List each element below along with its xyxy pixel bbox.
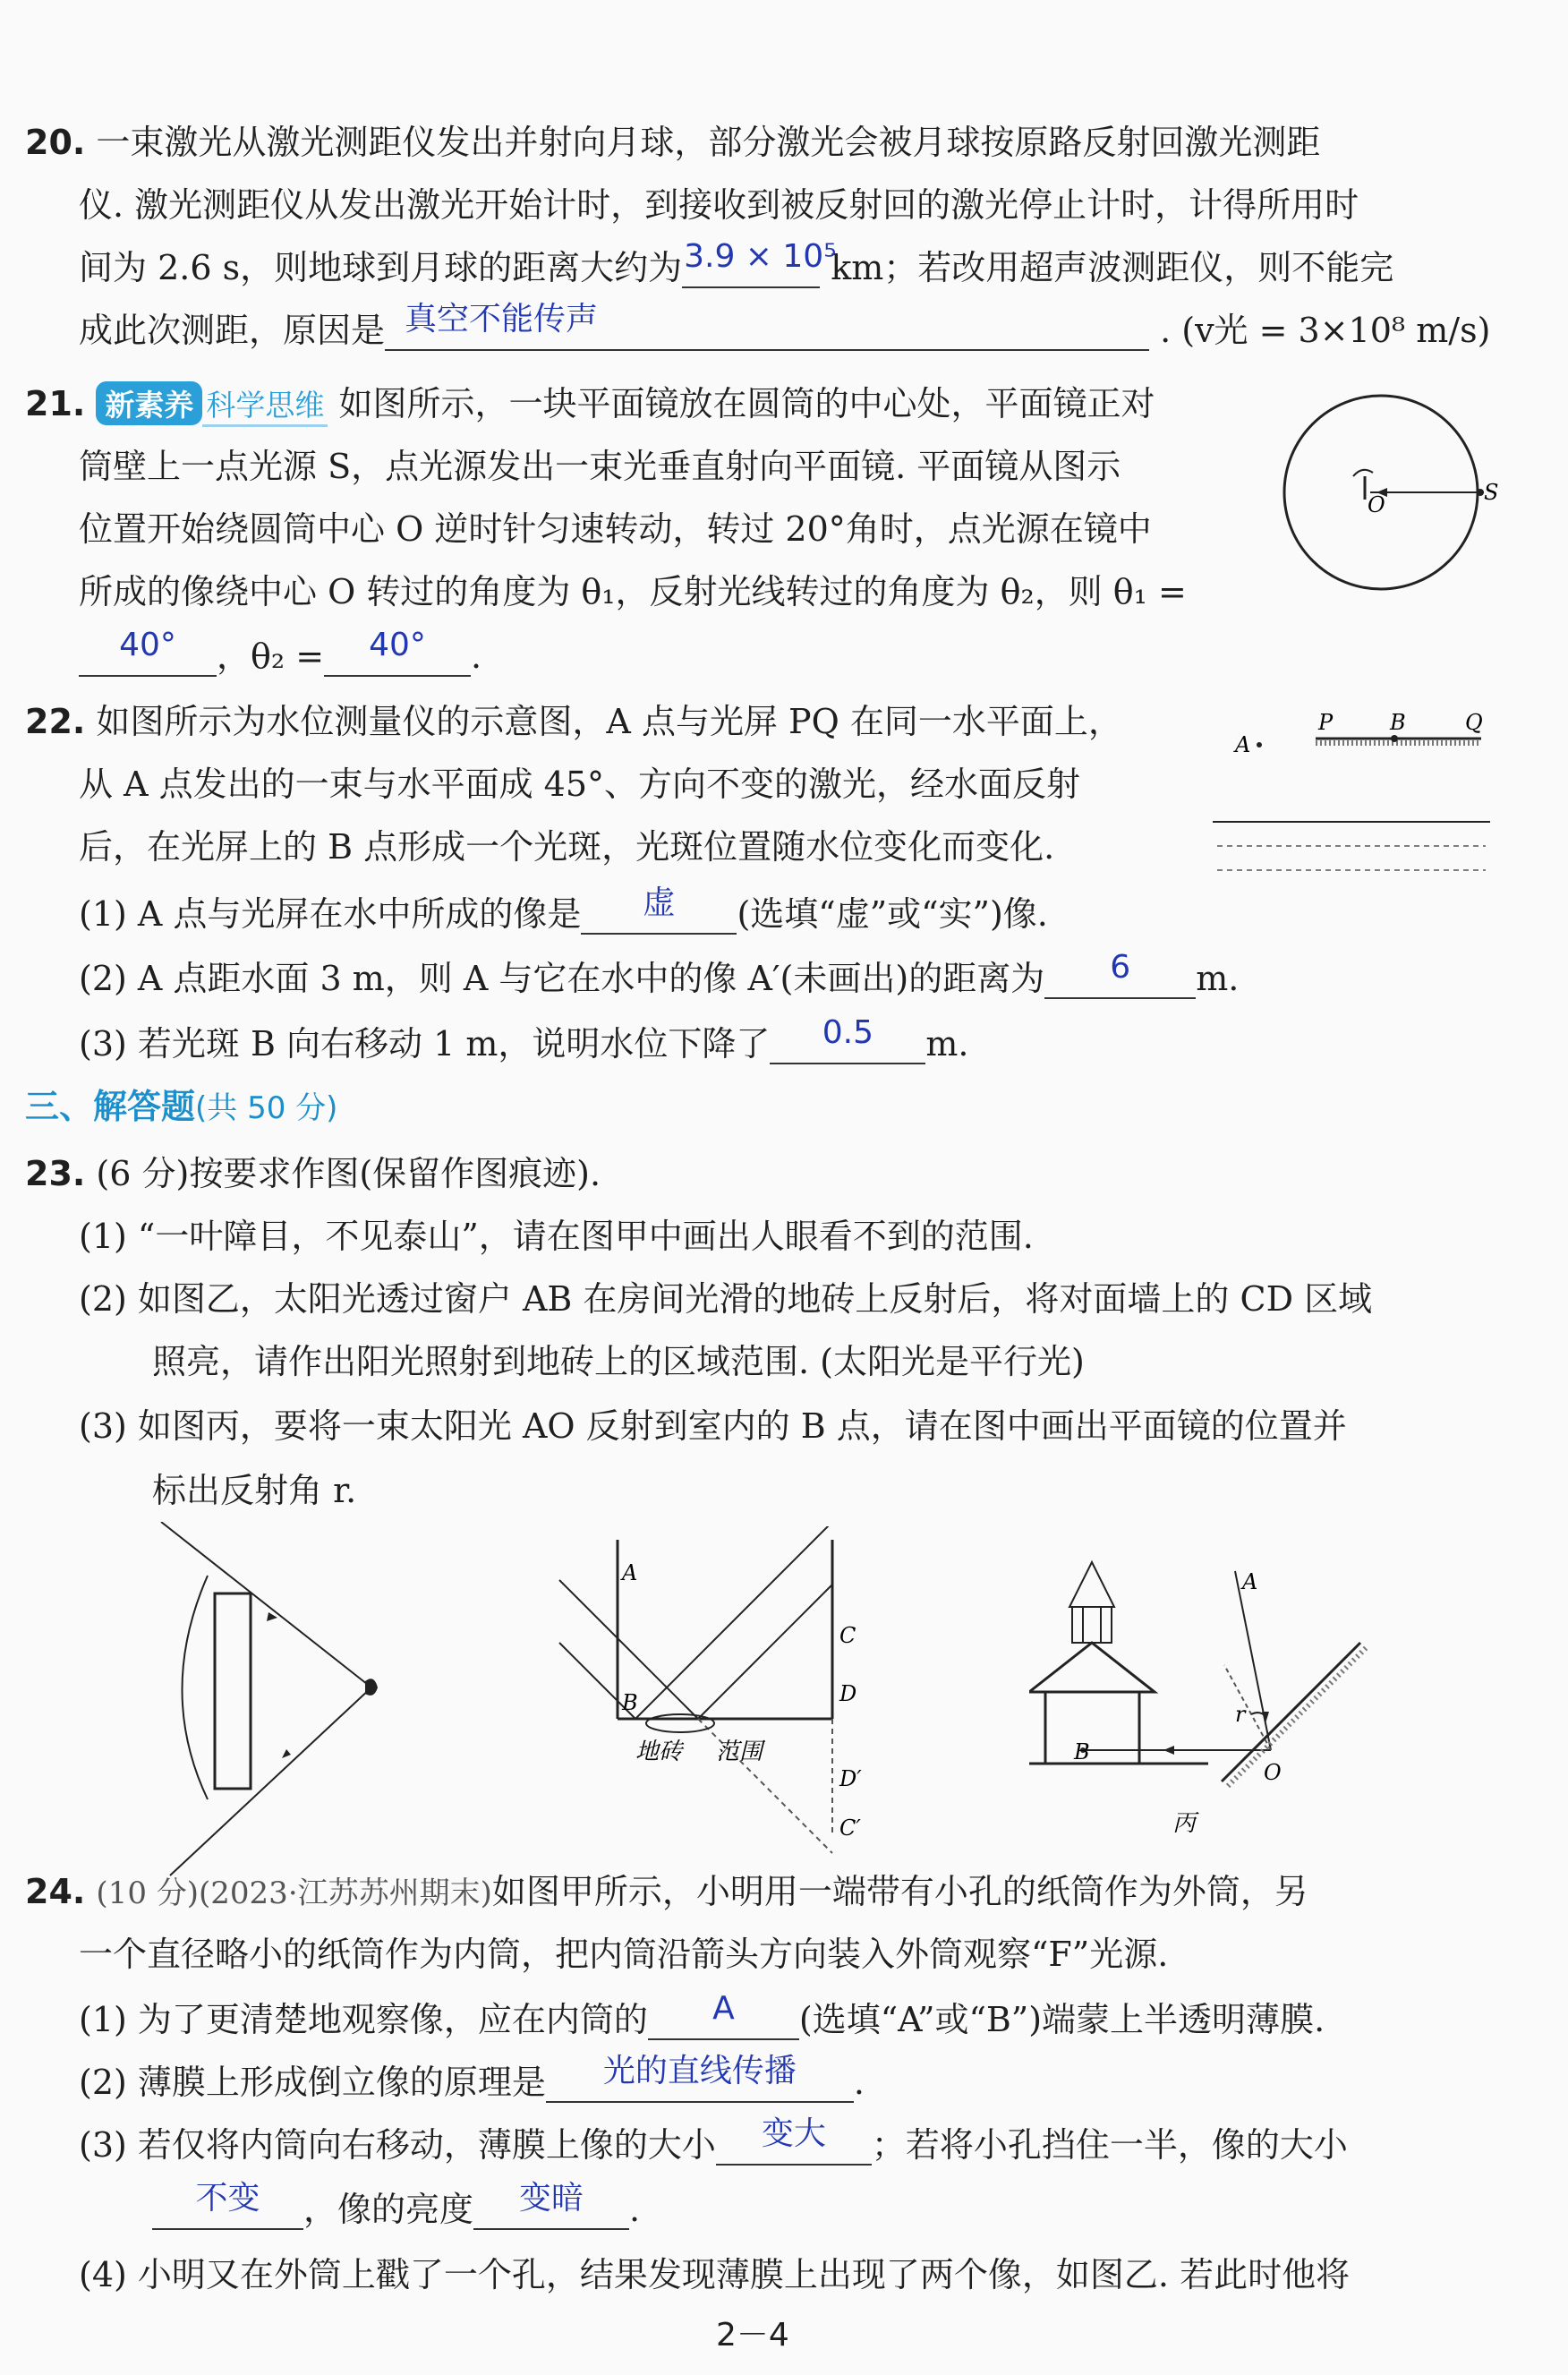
- q22-text-1: 如图所示为水位测量仪的示意图，A 点与光屏 PQ 在同一水平面上，: [96, 702, 1122, 741]
- q24-blank-1[interactable]: [648, 1990, 799, 2040]
- q20-text-3: 间为 2.6 s，则地球到月球的距离大约为: [79, 248, 683, 287]
- q21-text-2: 筒壁上一点光源 S，点光源发出一束光垂直射向平面镜. 平面镜从图示: [79, 447, 1121, 486]
- q21-blank-2[interactable]: [324, 627, 471, 677]
- q24-blank-2[interactable]: [546, 2053, 854, 2103]
- label-d: D: [839, 1681, 857, 1706]
- q20-text-4b: . (v光 = 3×10⁸ m/s): [1160, 311, 1491, 350]
- q21-number: 21.: [25, 384, 86, 423]
- q24-p2-post: .: [853, 2063, 865, 2102]
- label-b: B: [1074, 1739, 1090, 1764]
- label-a: A: [1235, 732, 1251, 757]
- q22-answer-1: 虚: [643, 884, 676, 921]
- q22-line1: [25, 694, 1122, 743]
- caption-bing: 丙: [1172, 1810, 1197, 1837]
- reflect-1: [635, 1526, 832, 1719]
- q22-text-2: 从 A 点发出的一束与水平面成 45°、方向不变的激光，经水面反射: [79, 765, 1081, 804]
- ray-ob-arrow: [1163, 1746, 1174, 1755]
- q21-line5: [79, 628, 481, 678]
- q24-answer-2: 光的直线传播: [602, 2053, 797, 2089]
- rotation-arrow-icon: [1353, 470, 1373, 476]
- house-roof: [1029, 1643, 1155, 1692]
- q23-figure-bing: [1029, 1558, 1369, 1844]
- section-score: (共 50 分): [195, 1090, 338, 1126]
- q24-text-1: 如图甲所示，小明用一端带有小孔的纸筒作为外筒，另: [491, 1872, 1308, 1911]
- q24-p1-text: (1) 为了更清楚地观察像，应在内筒的: [79, 2000, 648, 2039]
- label-b: B: [1390, 710, 1406, 735]
- q22-p3-text: (3) 若光斑 B 向右移动 1 m，说明水位下降了: [79, 1024, 771, 1064]
- q24-blank-5[interactable]: [473, 2180, 629, 2230]
- q20-line1: [25, 115, 1320, 164]
- q22-p2-post: m.: [1196, 959, 1240, 998]
- eye-icon: [365, 1679, 378, 1696]
- q24-part1: [79, 1992, 1325, 2041]
- q23-p2a: (2) 如图乙，太阳光透过窗户 AB 在房间光滑的地砖上反射后，将对面墙上的 CD 区域: [79, 1279, 1373, 1319]
- label-floor: 地砖: [635, 1739, 683, 1765]
- q24-p3-mid2: ，像的亮度: [303, 2190, 474, 2229]
- tower: [1072, 1607, 1112, 1643]
- q22-part1: [79, 886, 1048, 935]
- q22-p1-text: (1) A 点与光屏在水中所成的像是: [79, 894, 582, 934]
- q24-source: (10 分)(2023·江苏苏州期末): [96, 1875, 492, 1911]
- arrow-top: [267, 1612, 277, 1621]
- q20-line3: [79, 240, 1393, 289]
- q20-text-2: 仪. 激光测距仪从发出激光开始计时，到接收到被反射回的激光停止计时，计得所用时: [79, 185, 1359, 225]
- label-a: A: [1242, 1569, 1258, 1594]
- q21-text-mid: ，θ₂ =: [217, 636, 325, 676]
- q21-blank-1[interactable]: [79, 627, 217, 677]
- label-q: Q: [1465, 710, 1483, 735]
- q20-number: 20.: [25, 123, 86, 162]
- q22-answer-3: 0.5: [822, 1014, 873, 1051]
- q24-p4: (4) 小明又在外筒上戳了一个孔，结果发现薄膜上出现了两个像，如图乙. 若此时他将: [79, 2255, 1351, 2294]
- q24-answer-4: 不变: [195, 2180, 260, 2217]
- roof-spire: [1069, 1562, 1114, 1607]
- q24-p3-text: (3) 若仅将内筒向右移动，薄膜上像的大小: [79, 2125, 716, 2165]
- q22-blank-2[interactable]: [1044, 949, 1196, 999]
- reflect-2: [698, 1585, 832, 1719]
- point-b: [1391, 735, 1398, 742]
- q23-p3b: 标出反射角 r.: [152, 1471, 357, 1510]
- q21-badge-new: 新素养: [96, 381, 202, 425]
- q21-text-3: 位置开始绕圆筒中心 O 逆时针匀速转动，转过 20°角时，点光源在镜中: [79, 509, 1152, 549]
- q21-answer-2: 40°: [369, 627, 426, 663]
- q22-figure: [1213, 707, 1499, 886]
- q22-p3-post: m.: [925, 1024, 969, 1064]
- mirror-hatch: [1228, 1647, 1367, 1786]
- label-a: A: [622, 1560, 638, 1585]
- q21-badge-thinking: 科学思维: [202, 382, 328, 427]
- q21-line1: [25, 376, 1155, 427]
- q20-answer-1: 3.9 × 10⁵: [684, 238, 837, 275]
- label-b: B: [622, 1690, 638, 1715]
- section-title: 三、解答题: [25, 1087, 196, 1126]
- label-o: O: [1368, 492, 1385, 517]
- blocked-arc: [183, 1576, 209, 1799]
- q23-p3a: (3) 如图丙，要将一束太阳光 AO 反射到室内的 B 点，请在图中画出平面镜的位置并: [79, 1406, 1347, 1446]
- q24-line1: [25, 1864, 1308, 1913]
- q20-blank-1[interactable]: [682, 238, 837, 288]
- q20-answer-2: 真空不能传声: [405, 301, 599, 337]
- q24-part2: [79, 2055, 865, 2104]
- arrow-bottom: [282, 1749, 291, 1758]
- q22-p1-post: (选填“虚”或“实”)像.: [737, 894, 1048, 934]
- q23-number: 23.: [25, 1154, 86, 1193]
- q21-text-4: 所成的像绕中心 O 转过的角度为 θ₁，反射光线转过的角度为 θ₂，则 θ₁ =: [79, 572, 1187, 611]
- q24-part3: [79, 2117, 1348, 2166]
- q23-p2b: 照亮，请作出阳光照射到地砖上的区域范围. (太阳光是平行光): [152, 1342, 1085, 1381]
- source-point: [1477, 489, 1484, 496]
- q24-answer-1: A: [712, 1990, 735, 2027]
- label-range: 范围: [716, 1739, 763, 1765]
- leaf-rect: [215, 1593, 251, 1789]
- q23-figure-jia: [152, 1522, 421, 1880]
- label-c-prime: C′: [839, 1815, 861, 1841]
- sight-line-top: [161, 1522, 371, 1687]
- q24-blank-4[interactable]: [152, 2180, 303, 2230]
- label-c: C: [839, 1623, 856, 1648]
- q22-blank-1[interactable]: [581, 884, 737, 935]
- q23-line1: [25, 1146, 601, 1195]
- q22-number: 22.: [25, 702, 86, 741]
- q23-figure-yi: [555, 1526, 877, 1858]
- section-three-title: [25, 1079, 337, 1128]
- q20-blank-2[interactable]: [385, 301, 1149, 351]
- label-d-prime: D′: [839, 1766, 862, 1791]
- q21-figure: [1262, 394, 1504, 595]
- q22-part3: [79, 1016, 968, 1065]
- q24-text-2: 一个直径略小的纸筒作为内筒，把内筒沿箭头方向装入外筒观察“F”光源.: [79, 1935, 1169, 1974]
- q21-text-1: 如图所示，一块平面镜放在圆筒的中心处，平面镜正对: [338, 384, 1155, 423]
- q22-blank-3[interactable]: [770, 1014, 925, 1064]
- q22-answer-2: 6: [1110, 949, 1131, 986]
- label-s: S: [1484, 480, 1499, 505]
- q21-answer-1: 40°: [119, 627, 176, 663]
- q23-p1: (1) “一叶障目，不见泰山”，请在图甲中画出人眼看不到的范围.: [79, 1217, 1034, 1256]
- q24-p3-mid: ；若将小孔挡住一半，像的大小: [871, 2125, 1348, 2165]
- q22-p2-text: (2) A 点距水面 3 m，则 A 与它在水中的像 A′(未画出)的距离为: [79, 959, 1045, 998]
- q20-text-1: 一束激光从激光测距仪发出并射向月球，部分激光会被月球按原路反射回激光测距: [96, 123, 1321, 162]
- q24-p2-text: (2) 薄膜上形成倒立像的原理是: [79, 2063, 546, 2102]
- q24-p1-post: (选填“A”或“B”)端蒙上半透明薄膜.: [798, 2000, 1325, 2039]
- q24-answer-5: 变暗: [519, 2180, 584, 2217]
- page-number: 2－4: [716, 2317, 789, 2354]
- q24-blank-3[interactable]: [716, 2115, 872, 2166]
- q24-p3-end: .: [629, 2190, 641, 2229]
- q21-text-end: .: [471, 636, 482, 676]
- q22-part2: [79, 951, 1239, 1000]
- q20-text-3b: km；若改用超声波测距仪，则不能完: [831, 248, 1394, 287]
- house-body: [1045, 1692, 1139, 1764]
- q20-text-4: 成此次测距，原因是: [79, 311, 386, 350]
- q22-text-3: 后，在光屏上的 B 点形成一个光斑，光斑位置随水位变化而变化.: [79, 827, 1055, 867]
- label-o: O: [1264, 1760, 1282, 1785]
- q24-part3b: [152, 2182, 640, 2231]
- range-ellipse: [646, 1714, 714, 1732]
- q20-line4: [79, 303, 1490, 352]
- q24-answer-3: 变大: [761, 2115, 826, 2152]
- q24-number: 24.: [25, 1872, 86, 1911]
- q23-text-1: (6 分)按要求作图(保留作图痕迹).: [96, 1154, 601, 1193]
- point-a: [1257, 742, 1262, 748]
- label-p: P: [1318, 710, 1334, 735]
- label-r: r: [1235, 1702, 1246, 1727]
